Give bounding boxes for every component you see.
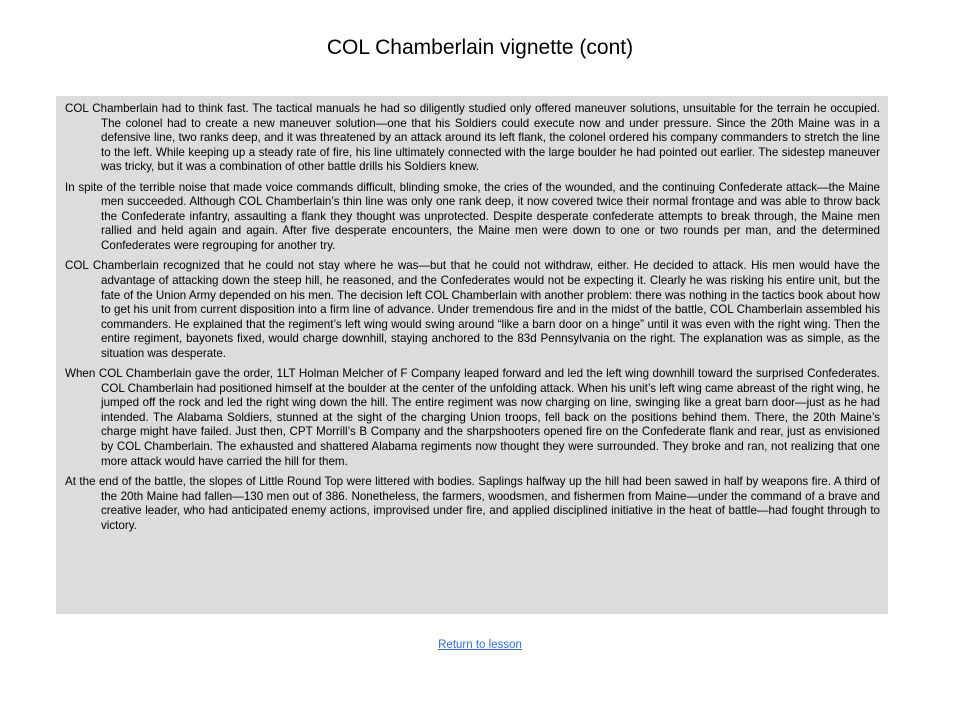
paragraph-maine-succeeded: In spite of the terrible noise that made voice commands difficult, blinding smoke, the cries of the wounded, and the continuing Confederate attack—the Maine men succeeded. Although COL Chamberlain’s thin line was only one rank deep, it now covered twice their normal frontage and was able to throw back the Confederate infantry, assaulting a flank they thought was unprotected. Despite desperate confederate attempts to break through, the Maine men rallied and held again and again. After five desperate encounters, the Maine men were down to one or two rounds per man, and the determined Confederates were regrouping for another try. <box>65 180 880 252</box>
footer <box>0 638 960 653</box>
page-title: COL Chamberlain vignette (cont) <box>326 36 634 59</box>
paragraph-think-fast: COL Chamberlain had to think fast. The tactical manuals he had so diligently studied only offered maneuver solutions, unsuitable for the terrain he occupied. The colonel had to create a new maneuver solution—one that his Soldiers could execute now and under pressure. Since the 20th Maine was in a defensive line, two ranks deep, and it was threatened by an attack around its left flank, the colonel ordered his company commanders to stretch the line to the left. While keeping up a steady rate of fire, his line ultimately connected with the large boulder he had pointed out earlier. The sidestep maneuver was tricky, but it was a combination of other battle drills his Soldiers knew. <box>65 102 880 174</box>
paragraph-decision-to-attack: COL Chamberlain recognized that he could not stay where he was—but that he could not withdraw, either. He decided to attack. His men would have the advantage of attacking down the steep hill, he reasoned, and the Confederates would not be expecting it. Clearly he was risking his entire unit, but the fate of the Union Army depended on his men. The decision left COL Chamberlain with another problem: there was nothing in the tactics book about how to get his unit from current disposition into a firm line of advance. Under tremendous fire and in the midst of the battle, COL Chamberlain assembled his commanders. He explained that the regiment’s left wing would swing around “like a barn door on a hinge” until it was even with the right wing. Then the entire regiment, bayonets fixed, would charge downhill, staying anchored to the 83d Pennsylvania on the right. The explanation was as simple, as the situation was desperate. <box>65 259 880 360</box>
return-to-lesson-link[interactable]: Return to lesson <box>438 639 522 651</box>
vignette-text-box <box>56 96 888 614</box>
paragraph-the-charge: When COL Chamberlain gave the order, 1LT Holman Melcher of F Company leaped forward and led the left wing downhill toward the surprised Confederates. COL Chamberlain had positioned himself at the boulder at the center of the unfolding attack. When his unit’s left wing came abreast of the right wing, he jumped off the rock and led the right wing down the hill. The entire regiment was now charging on line, swinging like a great barn door—just as he had intended. The Alabama Soldiers, stunned at the sight of the charging Union troops, fell back on the positions behind them. There, the 20th Maine’s charge might have failed. Just then, CPT Morrill’s B Company and the sharpshooters opened fire on the Confederate flank and rear, just as envisioned by COL Chamberlain. The exhausted and shattered Alabama regiments now thought they were surrounded. They broke and ran, not realizing that one more attack would have carried the hill for them. <box>65 367 880 468</box>
paragraph-end-of-battle: At the end of the battle, the slopes of Little Round Top were littered with bodies. Saplings halfway up the hill had been sawed in half by weapons fire. A third of the 20th Maine had fallen—130 men out of 386. Nonetheless, the farmers, woodsmen, and fishermen from Maine—under the command of a brave and creative leader, who had anticipated enemy actions, improvised under fire, and applied disciplined initiative in the heat of battle—had fought through to victory. <box>65 475 880 532</box>
